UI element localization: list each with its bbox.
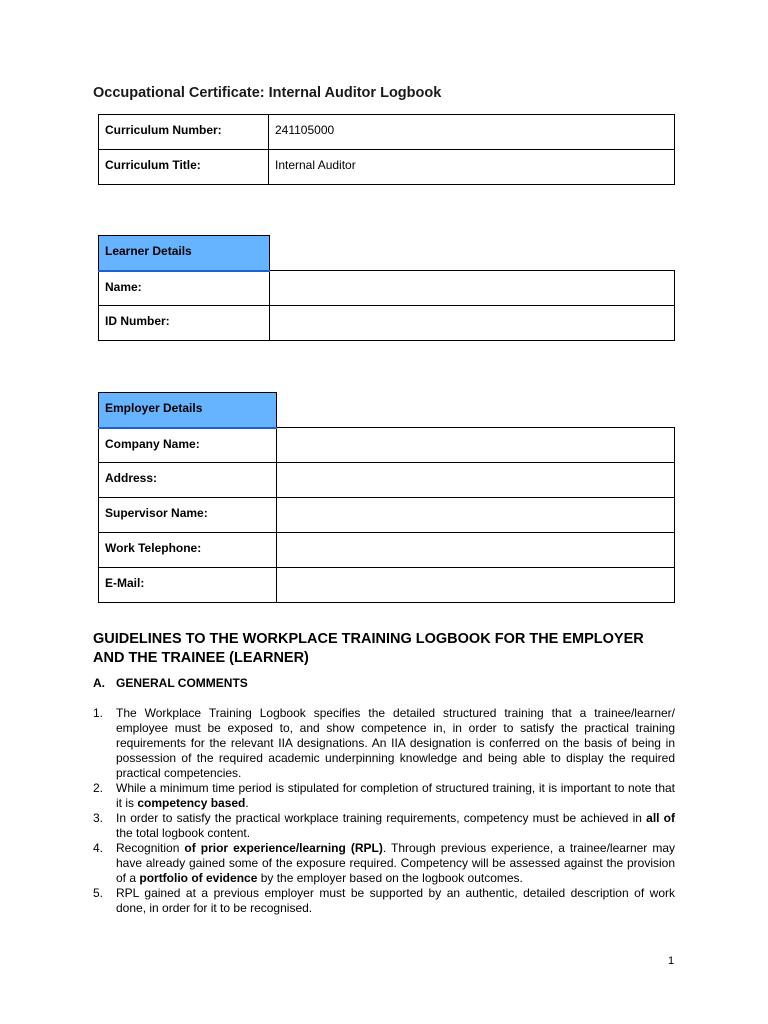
item-number: 1. [93,706,104,720]
curriculum-number-value: 241105000 [269,115,675,150]
list-item: 2. While a minimum time period is stipulated for completion of structured training, it is important to note that it is competency based. [93,781,675,810]
email-label: E-Mail: [99,568,277,603]
learner-name-field[interactable] [270,271,675,306]
email-field[interactable] [277,568,675,603]
list-item: 4. Recognition of prior experience/learning (RPL). Through previous experience, a trainee/learner may have already gained some of the exposure required. Competency will be assessed against the provision of a portfolio of evidence by the employer based on the logbook outcomes. [93,841,675,885]
learner-name-label: Name: [99,271,270,306]
employer-details-header: Employer Details [99,393,277,428]
list-item: 5. RPL gained at a previous employer must be supported by an authentic, detailed description of work done, in order for it to be recognised. [93,886,675,915]
page-number: 1 [668,955,675,967]
section-heading [93,676,248,690]
address-row [99,463,675,498]
section-letter: A. [93,676,105,690]
supervisor-row [99,498,675,533]
guidelines-list [93,706,675,916]
guidelines-heading: GUIDELINES TO THE WORKPLACE TRAINING LOGBOOK FOR THE EMPLOYER AND THE TRAINEE (LEARNER) [93,631,644,666]
company-name-field[interactable] [277,428,675,463]
learner-details-header: Learner Details [99,236,270,271]
learner-id-label: ID Number: [99,306,270,341]
list-item: 1. The Workplace Training Logbook specifies the detailed structured training that a trainee/learner/ employee must be exposed to, and show competence in, in order to satisfy the practical training requirements for the relevant IIA designations. An IIA designation is conferred on the basis of being in possession of the required academic underpinning knowledge and being able to display the required practical competencies. [93,706,675,780]
section-title: GENERAL COMMENTS [116,676,248,690]
employer-header-row [99,393,675,428]
curriculum-title-row [99,150,675,185]
item-number: 4. [93,841,104,855]
curriculum-title-value: Internal Auditor [269,150,675,185]
item-number: 3. [93,811,104,825]
address-field[interactable] [277,463,675,498]
list-item: 3. In order to satisfy the practical workplace training requirements, competency must be achieved in all of the total logbook content. [93,811,675,840]
curriculum-number-row [99,115,675,150]
work-telephone-label: Work Telephone: [99,533,277,568]
curriculum-table [98,114,675,185]
supervisor-name-label: Supervisor Name: [99,498,277,533]
email-row [99,568,675,603]
company-name-label: Company Name: [99,428,277,463]
address-label: Address: [99,463,277,498]
supervisor-name-field[interactable] [277,498,675,533]
employer-details-table [98,392,675,603]
work-telephone-field[interactable] [277,533,675,568]
learner-id-field[interactable] [270,306,675,341]
page-title: Occupational Certificate: Internal Auditor Logbook [93,85,442,101]
curriculum-number-label: Curriculum Number: [99,115,269,150]
company-name-row [99,428,675,463]
learner-id-row [99,306,675,341]
learner-header-row [99,236,675,271]
telephone-row [99,533,675,568]
learner-details-table [98,235,675,341]
curriculum-title-label: Curriculum Title: [99,150,269,185]
learner-name-row [99,271,675,306]
item-number: 5. [93,886,104,900]
item-number: 2. [93,781,104,795]
